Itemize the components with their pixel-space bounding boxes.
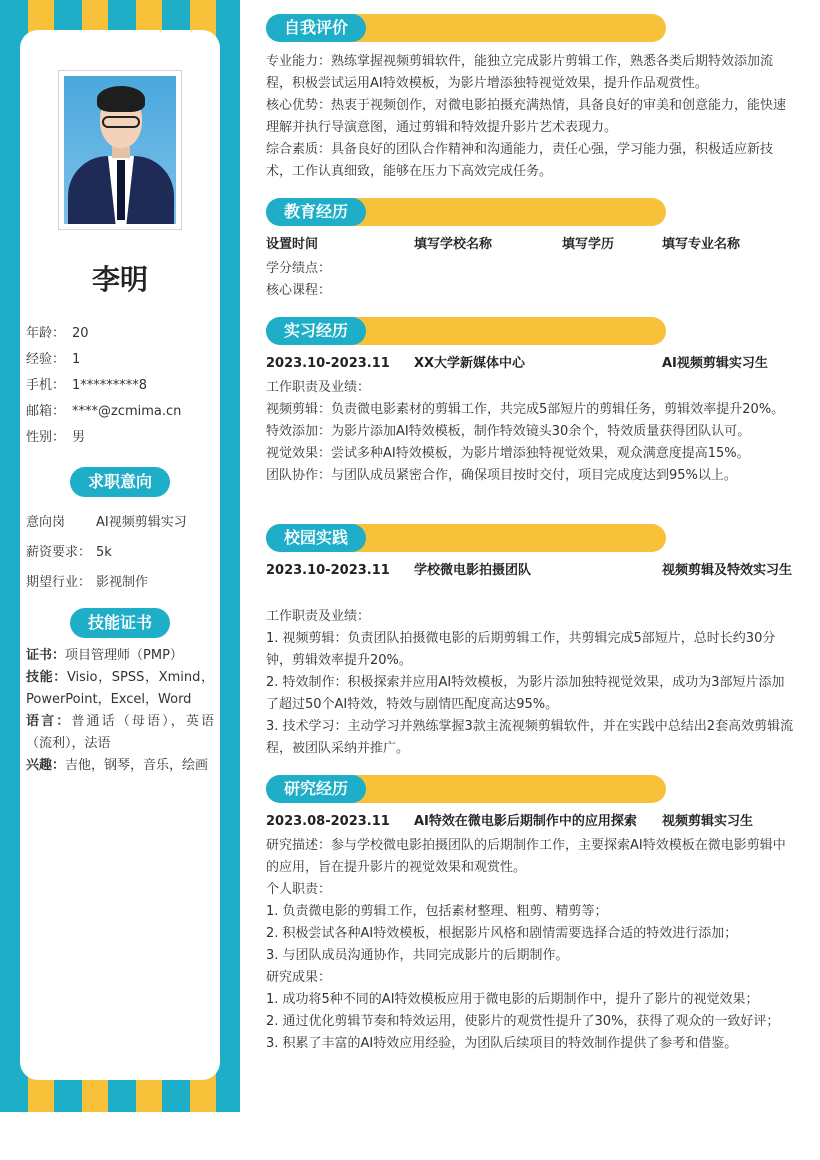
education-header: [266, 198, 666, 226]
candidate-name: 李明: [91, 263, 148, 296]
info-age: 年龄： 20: [26, 326, 89, 341]
campus-row: [266, 560, 796, 604]
campus-title: 校园实践: [266, 524, 366, 552]
campus-org: 学校微电影拍摄团队: [414, 563, 532, 578]
internship-title: 实习经历: [266, 317, 366, 345]
self-eval-line: 专业能力：熟练掌握视频剪辑软件，能独立完成影片剪辑工作，熟悉各类后期特效添加流程，积极尝试运用AI特效模板，为影片增添独特视觉效果，提升作品观赏性。: [266, 54, 774, 91]
research-line: 1. 负责微电影的剪辑工作，包括素材整理、粗剪、精剪等；: [266, 904, 608, 919]
education-degree: 填写学历: [562, 237, 615, 252]
intent-salary: 薪资要求： 5k: [26, 545, 112, 560]
skill-certificate: 证书：项目管理师（PMP）: [26, 648, 183, 663]
campus-line: 1. 视频剪辑：负责团队拍摄微电影的后期剪辑工作，共剪辑完成5部短片，总时长约30分钟，剪辑效率提升20%。: [266, 631, 776, 668]
self-eval-line: 综合素质：具备良好的团队合作精神和沟通能力，责任心强，学习能力强，积极适应新技术，工作认真细致，能够在压力下高效完成任务。: [266, 142, 774, 179]
education-row: [266, 234, 796, 256]
self-eval-title: 自我评价: [266, 14, 366, 42]
internship-line: 团队协作：与团队成员紧密合作，确保项目按时交付，项目完成度达到95%以上。: [266, 468, 737, 483]
education-major: 填写专业名称: [662, 237, 741, 252]
skill-tools: 技能：Visio，SPSS，Xmind，PowerPoint，Excel，Word: [26, 670, 214, 707]
research-body: [266, 835, 796, 1055]
research-line: 研究成果：: [266, 970, 332, 985]
education-gpa: 学分绩点：: [266, 261, 332, 276]
internship-body: [266, 377, 796, 487]
research-line: 2. 积极尝试各种AI特效模板，根据影片风格和剧情需要选择合适的特效进行添加；: [266, 926, 738, 941]
internship-time: 2023.10-2023.11: [266, 356, 390, 371]
profile-photo: [58, 70, 182, 230]
skill-languages: 语言：普通话（母语），英语（流利），法语: [26, 714, 214, 751]
education-details: [266, 258, 796, 302]
internship-line: 工作职责及业绩：: [266, 380, 371, 395]
education-courses: 核心课程：: [266, 283, 332, 298]
internship-row: [266, 353, 796, 375]
research-line: 个人职责：: [266, 882, 332, 897]
research-line: 2. 通过优化剪辑节奏和特效运用，使影片的观赏性提升了30%，获得了观众的一致好评；: [266, 1014, 780, 1029]
research-line: 3. 与团队成员沟通协作，共同完成影片的后期制作。: [266, 948, 569, 963]
skill-interests: 兴趣：吉他，钢琴，音乐，绘画: [26, 758, 209, 773]
research-line: 3. 积累了丰富的AI特效应用经验，为团队后续项目的特效制作提供了参考和借鉴。: [266, 1036, 738, 1051]
education-school: 填写学校名称: [414, 237, 493, 252]
self-eval-body: [266, 51, 796, 183]
education-title: 教育经历: [266, 198, 366, 226]
internship-header: [266, 317, 666, 345]
campus-role: 视频剪辑及特效实习生: [662, 563, 793, 578]
skills-heading: 技能证书: [70, 608, 170, 638]
research-row: [266, 811, 796, 833]
internship-line: 特效添加：为影片添加AI特效模板，制作特效镜头30余个，特效质量获得团队认可。: [266, 424, 751, 439]
intent-position: 意向岗 AI视频剪辑实习: [26, 515, 187, 530]
info-gender: 性别： 男: [26, 430, 86, 445]
self-eval-line: 核心优势：热衷于视频创作，对微电影拍摄充满热情，具备良好的审美和创意能力，能快速理解并执行导演意图，通过剪辑和特效提升影片艺术表现力。: [266, 98, 787, 135]
research-line: 1. 成功将5种不同的AI特效模板应用于微电影的后期制作中，提升了影片的视觉效果；: [266, 992, 759, 1007]
research-title: 研究经历: [266, 775, 366, 803]
internship-line: 视觉效果：尝试多种AI特效模板，为影片增添独特视觉效果，观众满意度提高15%。: [266, 446, 750, 461]
campus-body: [266, 606, 796, 760]
research-line: 研究描述：参与学校微电影拍摄团队的后期制作工作，主要探索AI特效模板在微电影剪辑中的应用，旨在提升影片的视觉效果和观赏性。: [266, 838, 786, 875]
intent-heading: 求职意向: [70, 467, 170, 497]
info-email: 邮箱： ****@zcmima.cn: [26, 404, 182, 419]
campus-line: 3. 技术学习：主动学习并熟练掌握3款主流视频剪辑软件，并在实践中总结出2套高效剪辑流程，被团队采纳并推广。: [266, 719, 794, 756]
research-time: 2023.08-2023.11: [266, 814, 390, 829]
internship-role: AI视频剪辑实习生: [662, 356, 768, 371]
info-experience: 经验： 1: [26, 352, 81, 367]
research-topic: AI特效在微电影后期制作中的应用探索: [414, 814, 637, 829]
campus-time: 2023.10-2023.11: [266, 563, 390, 578]
self-eval-header: [266, 14, 666, 42]
research-header: [266, 775, 666, 803]
skills-list: [26, 645, 214, 777]
intent-industry: 期望行业： 影视制作: [26, 575, 149, 590]
info-phone: 手机： 1*********8: [26, 378, 148, 393]
internship-line: 视频剪辑：负责微电影素材的剪辑工作，共完成5部短片的剪辑任务，剪辑效率提升20%。: [266, 402, 785, 417]
education-time: 设置时间: [266, 237, 319, 252]
research-role: 视频剪辑实习生: [662, 814, 754, 829]
campus-line: 2. 特效制作：积极探索并应用AI特效模板，为影片添加独特视觉效果，成功为3部短片添加了超过50个AI特效，特效与剧情匹配度高达95%。: [266, 675, 785, 712]
campus-header: [266, 524, 666, 552]
internship-org: XX大学新媒体中心: [414, 356, 526, 371]
campus-line: 工作职责及业绩：: [266, 609, 371, 624]
